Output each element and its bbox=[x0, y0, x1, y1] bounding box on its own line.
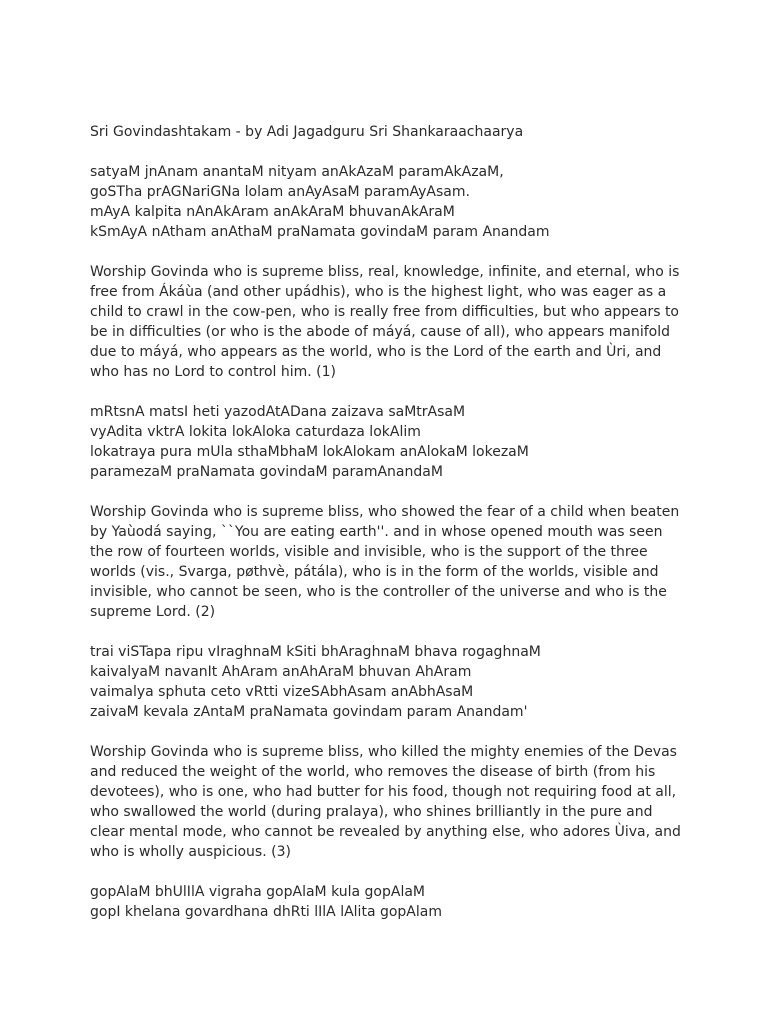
document-title: Sri Govindashtakam - by Adi Jagadguru Sri Shankaraachaarya bbox=[90, 124, 524, 140]
verse-line: vaimalya sphuta ceto vRtti vizeSAbhAsam anAbhAsaM bbox=[90, 684, 474, 700]
verse-line: lokatraya pura mUla sthaMbhaM lokAlokam anAlokaM lokezaM bbox=[90, 444, 529, 460]
translation-line: and reduced the weight of the world, who removes the disease of birth (from his bbox=[90, 764, 656, 780]
document-page bbox=[90, 122, 690, 942]
verse-line: mRtsnA matsI heti yazodAtADana zaizava saMtrAsaM bbox=[90, 404, 466, 420]
translation-line: Worship Govinda who is supreme bliss, who showed the fear of a child when beaten bbox=[90, 504, 680, 520]
translation-line: invisible, who cannot be seen, who is the controller of the universe and who is the bbox=[90, 584, 667, 600]
translation-line: who swallowed the world (during pralaya), who shines brilliantly in the pure and bbox=[90, 804, 653, 820]
translation-line: the row of fourteen worlds, visible and invisible, who is the support of the three bbox=[90, 544, 648, 560]
translation-line: free from Ákáùa (and other upádhis), who is the highest light, who was eager as a bbox=[90, 284, 667, 300]
translation-line: be in difficulties (or who is the abode of máyá, cause of all), who appears manifold bbox=[90, 324, 671, 340]
translation-line: Worship Govinda who is supreme bliss, who killed the mighty enemies of the Devas bbox=[90, 744, 677, 760]
translation-line: due to máyá, who appears as the world, who is the Lord of the earth and Ùri, and bbox=[90, 344, 662, 360]
verse-line: goSTha prAGNariGNa lolam anAyAsaM paramAyAsam. bbox=[90, 184, 470, 200]
translation-line: devotees), who is one, who had butter for his food, though not requiring food at all, bbox=[90, 784, 677, 800]
verse-block-3 bbox=[90, 642, 690, 722]
verse-line: zaivaM kevala zAntaM praNamata govindam param Anandam' bbox=[90, 704, 528, 720]
verse-block-4 bbox=[90, 882, 690, 922]
verse-line: gopAlaM bhUlIlA vigraha gopAlaM kula gopAlaM bbox=[90, 884, 426, 900]
translation-line: child to crawl in the cow-pen, who is really free from difficulties, but who appears to bbox=[90, 304, 679, 320]
verse-line: kSmAyA nAtham anAthaM praNamata govindaM param Anandam bbox=[90, 224, 550, 240]
verse-line: kaivalyaM navanIt AhAram anAhAraM bhuvan AhAram bbox=[90, 664, 472, 680]
verse-line: paramezaM praNamata govindaM paramAnandaM bbox=[90, 464, 443, 480]
translation-line: by Yaùodá saying, ``You are eating earth''. and in whose opened mouth was seen bbox=[90, 524, 663, 540]
verse-block-1 bbox=[90, 162, 690, 242]
translation-block-2 bbox=[90, 502, 690, 622]
translation-block-1 bbox=[90, 262, 690, 382]
translation-line: Worship Govinda who is supreme bliss, real, knowledge, infinite, and eternal, who is bbox=[90, 264, 680, 280]
translation-line: who has no Lord to control him. (1) bbox=[90, 364, 337, 380]
verse-line: gopI khelana govardhana dhRti lIlA lAlita gopAlam bbox=[90, 904, 442, 920]
verse-line: vyAdita vktrA lokita lokAloka caturdaza lokAlim bbox=[90, 424, 421, 440]
verse-line: satyaM jnAnam anantaM nityam anAkAzaM paramAkAzaM, bbox=[90, 164, 504, 180]
translation-line: who is wholly auspicious. (3) bbox=[90, 844, 291, 860]
translation-block-3 bbox=[90, 742, 690, 862]
verse-line: mAyA kalpita nAnAkAram anAkAraM bhuvanAkAraM bbox=[90, 204, 455, 220]
translation-line: clear mental mode, who cannot be revealed by anything else, who adores Ùiva, and bbox=[90, 824, 681, 840]
verse-line: trai viSTapa ripu vIraghnaM kSiti bhAraghnaM bhava rogaghnaM bbox=[90, 644, 541, 660]
translation-line: supreme Lord. (2) bbox=[90, 604, 216, 620]
translation-line: worlds (vis., Svarga, pøthvè, pátála), who is in the form of the worlds, visible and bbox=[90, 564, 659, 580]
verse-block-2 bbox=[90, 402, 690, 482]
